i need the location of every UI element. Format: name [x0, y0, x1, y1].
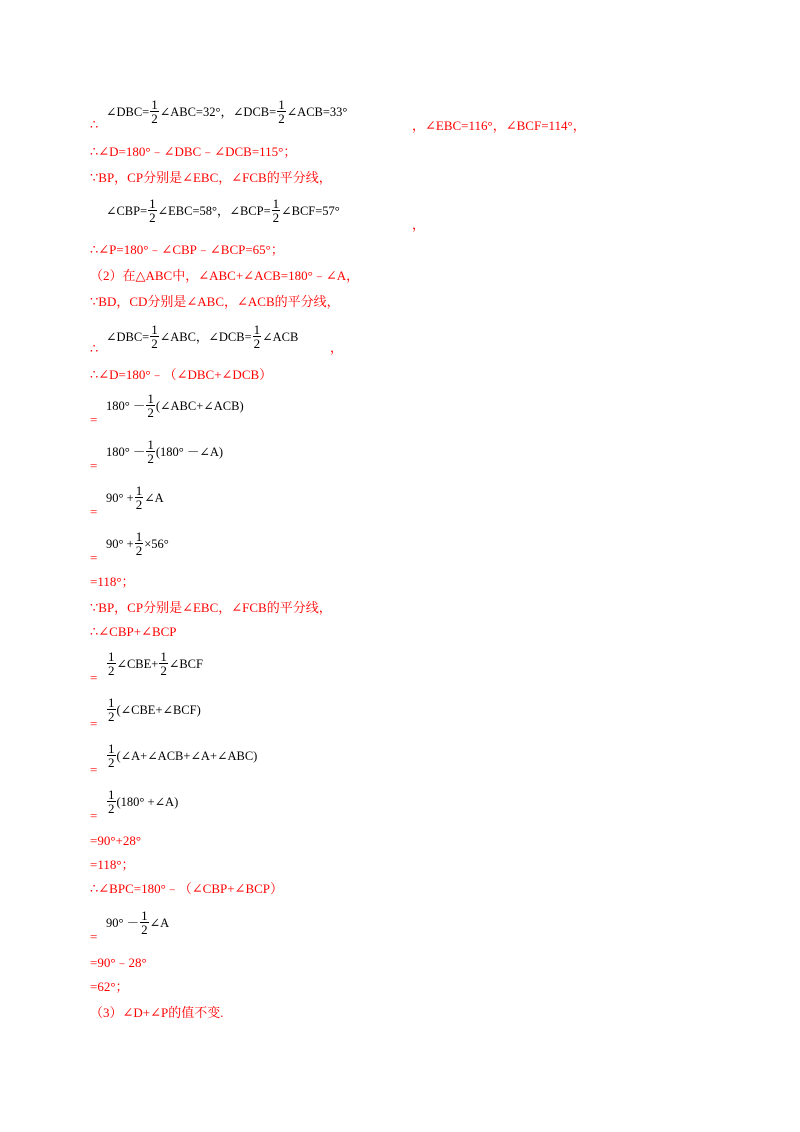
line-13: =90°+28° [90, 833, 142, 848]
fraction: $\frac{1}{2}$ [108, 741, 115, 770]
math-line-1: ∠DBC= $\frac{1}{2}$ ∠ABC=32°，∠DCB= $\frac{1}{2}$ ∠ACB=33° [106, 97, 348, 126]
line-5: ∴∠P=180°﹣∠CBP﹣∠BCP=65°； [90, 242, 284, 257]
fraction: $\frac{1}{2}$ [151, 322, 158, 351]
equals-mark: = [90, 550, 98, 565]
fraction: $\frac{1}{2}$ [147, 391, 154, 420]
math-line-4: ∠CBP= $\frac{1}{2}$ ∠EBC=58°，∠BCP= $\frac{1}{2}$ ∠BCF=57° [106, 196, 340, 225]
equals-mark: = [90, 808, 98, 823]
equals-mark: = [90, 762, 98, 777]
equation-5: $\frac{1}{2}$ ∠CBE+ $\frac{1}{2}$ ∠BCF [108, 649, 203, 678]
equals-mark: = [90, 716, 98, 731]
equation-3: 90° + $\frac{1}{2}$ ∠A [106, 483, 164, 512]
therefore-mark: ∴ [90, 341, 99, 356]
equation-8: $\frac{1}{2}$ (180° +∠A) [108, 787, 179, 816]
line-15: ∴∠BPC=180°﹣（∠CBP+∠BCP） [90, 881, 284, 896]
equals-mark: = [90, 458, 98, 473]
equals-mark: = [90, 504, 98, 519]
equation-1: 180° － $\frac{1}{2}$ (∠ABC+∠ACB) [106, 391, 244, 420]
fraction: $\frac{1}{2}$ [160, 649, 167, 678]
fraction: $\frac{1}{2}$ [108, 787, 115, 816]
line-10: =118°； [90, 574, 135, 589]
line-11: ∵BP，CP分别是∠EBC，∠FCB的平分线， [90, 600, 332, 615]
fraction: $\frac{1}{2}$ [147, 437, 154, 466]
fraction: $\frac{1}{2}$ [108, 649, 115, 678]
line-14: =118°； [90, 857, 135, 872]
fraction: $\frac{1}{2}$ [135, 529, 143, 558]
line-7: ∵BD，CD分别是∠ABC，∠ACB的平分线， [90, 294, 340, 309]
equals-mark: = [90, 929, 98, 944]
fraction: $\frac{1}{2}$ [135, 483, 143, 512]
line-3: ∵BP，CP分别是∠EBC，∠FCB的平分线， [90, 170, 332, 185]
equation-6: $\frac{1}{2}$ (∠CBE+∠BCF) [108, 695, 201, 724]
line-17: =62°； [90, 979, 129, 994]
equation-7: $\frac{1}{2}$ (∠A+∠ACB+∠A+∠ABC) [108, 741, 258, 770]
line-1-tail: ，∠EBC=116°，∠BCF=114°， [412, 118, 586, 133]
equals-mark: = [90, 412, 98, 427]
fraction: $\frac{1}{2}$ [149, 196, 156, 225]
line-18: （3）∠D+∠P的值不变. [90, 1005, 224, 1020]
fraction: $\frac{1}{2}$ [278, 97, 285, 126]
therefore-mark: ∴ [90, 117, 99, 132]
line-12: ∴∠CBP+∠BCP [90, 624, 177, 639]
math-line-8: ∠DBC= $\frac{1}{2}$ ∠ABC，∠DCB= $\frac{1}{2}$ ∠ACB [106, 322, 299, 351]
equation-4: 90° + $\frac{1}{2}$ ×56° [106, 529, 169, 558]
line-16: =90°﹣28° [90, 955, 147, 970]
fraction: $\frac{1}{2}$ [253, 322, 261, 351]
line-8-tail: ， [330, 340, 344, 355]
equation-2: 180° － $\frac{1}{2}$ (180° －∠A) [106, 437, 224, 466]
fraction: $\frac{1}{2}$ [151, 97, 158, 126]
equals-mark: = [90, 670, 98, 685]
fraction: $\frac{1}{2}$ [108, 695, 115, 724]
fraction: $\frac{1}{2}$ [272, 196, 280, 225]
fraction: $\frac{1}{2}$ [141, 908, 148, 937]
line-2: ∴∠D=180°﹣∠DBC﹣∠DCB=115°； [90, 144, 297, 159]
line-4-tail: ， [412, 217, 426, 232]
line-9: ∴∠D=180°﹣（∠DBC+∠DCB） [90, 367, 273, 382]
equation-9: 90° － $\frac{1}{2}$ ∠A [106, 908, 170, 937]
line-6: （2）在△ABC中，∠ABC+∠ACB=180°﹣∠A， [90, 268, 360, 283]
